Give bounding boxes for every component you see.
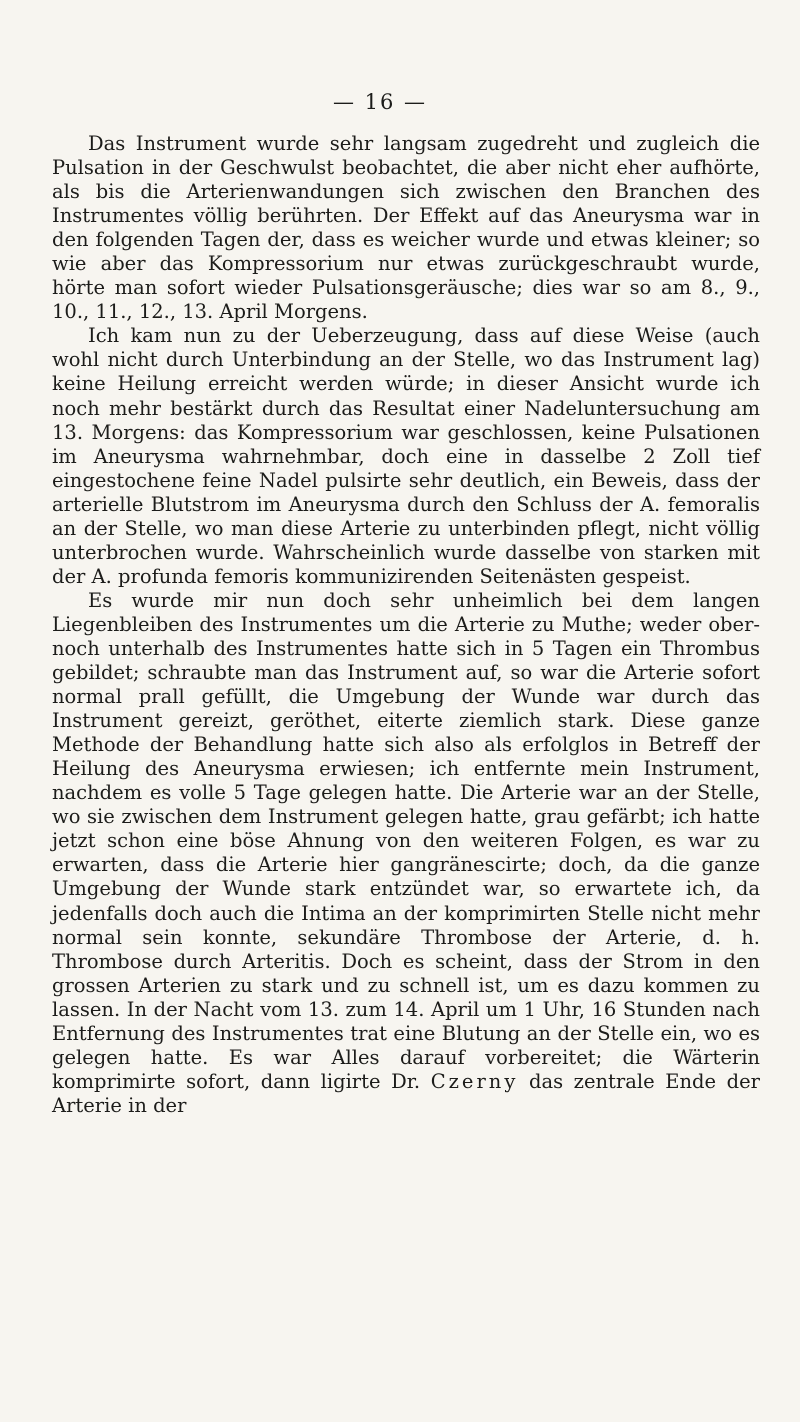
paragraph-3-text-before: Es wurde mir nun doch sehr unheimlich bei dem langen Liegenbleiben des Instrumentes um die Arterie zu Muthe; weder ober- noch unterhalb des Instrumentes hatte sich in 5 Tagen ein Thrombus gebildet; schraubte man das Instrument auf, so war die Arterie sofort normal prall gefüllt, die Umgebung der Wunde war durch das Instrument gereizt, geröthet, eiterte ziemlich stark. Diese ganze Methode der Behandlung hatte sich also als erfolglos in Betreff der Heilung des Aneurysma erwiesen; ich entfernte mein Instrument, nachdem es volle 5 Tage gelegen hatte. Die Arterie war an der Stelle, wo sie zwischen dem Instrument gelegen hatte, grau gefärbt; ich hatte jetzt schon eine böse Ahnung von den weiteren Folgen, es war zu erwarten, dass die Arterie hier gangränescirte; doch, da die ganze Umgebung der Wunde stark entzündet war, so erwartete ich, da jedenfalls doch auch die Intima an der komprimirten Stelle nicht mehr normal sein konnte, sekundäre Thrombose der Arterie, d. h. Thrombose durch Arteritis. Doch es scheint, dass der Strom in den grossen Arterien zu stark und zu schnell ist, um es dazu kommen zu lassen. In der Nacht vom 13. zum 14. April um 1 Uhr, 16 Stunden nach Entfernung des Instrumentes trat eine Blutung an der Stelle ein, wo es gelegen hatte. Es war Alles darauf vorbereitet; die Wärterin komprimirte sofort, dann ligirte Dr. bbox=[52, 588, 760, 1093]
paragraph-1: Das Instrument wurde sehr langsam zugedreht und zugleich die Pulsation in der Geschwulst beobachtet, die aber nicht eher aufhörte, als bis die Arterienwandungen sich zwischen den Branchen des Instrumentes völlig berührten. Der Effekt auf das Aneurysma war in den folgenden Tagen der, dass es weicher wurde und etwas kleiner; so wie aber das Kompressorium nur etwas zurückgeschraubt wurde, hörte man sofort wieder Pulsationsgeräusche; dies war so am 8., 9., 10., 11., 12., 13. April Morgens. bbox=[52, 132, 760, 324]
paragraph-2: Ich kam nun zu der Ueberzeugung, dass auf diese Weise (auch wohl nicht durch Unterbindung an der Stelle, wo das Instrument lag) keine Heilung erreicht werden würde; in dieser Ansicht wurde ich noch mehr bestärkt durch das Resultat einer Nadeluntersuchung am 13. Morgens: das Kompressorium war geschlossen, keine Pulsationen im Aneurysma wahrnehmbar, doch eine in dasselbe 2 Zoll tief eingestochene feine Nadel pulsirte sehr deutlich, ein Beweis, dass der arterielle Blutstrom im Aneurysma durch den Schluss der A. femoralis an der Stelle, wo man diese Arterie zu unterbinden pflegt, nicht völlig unterbrochen wurde. Wahrscheinlich wurde dasselbe von starken mit der A. profunda femoris kommunizirenden Seitenästen gespeist. bbox=[52, 324, 760, 588]
body-text bbox=[52, 132, 760, 1118]
paragraph-3 bbox=[52, 589, 760, 1118]
page-number: — 16 — bbox=[332, 90, 428, 114]
author-name-czerny: Czerny bbox=[430, 1069, 519, 1093]
paragraph-3-text-after: das zentrale Ende der Arterie in der bbox=[52, 1069, 760, 1117]
